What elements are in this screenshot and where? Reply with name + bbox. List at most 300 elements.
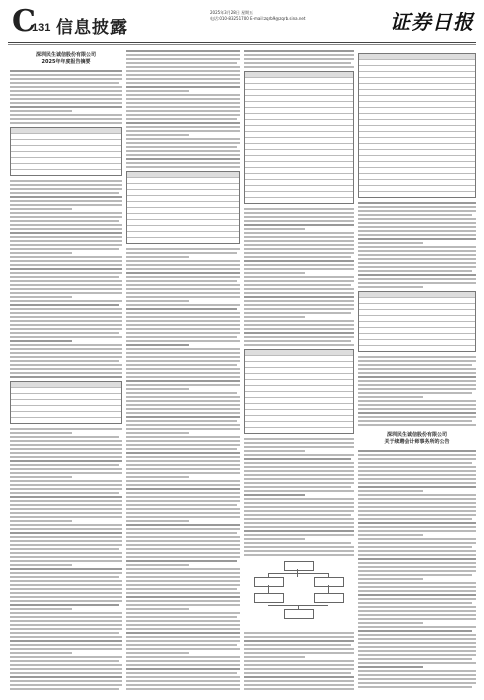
text-line	[10, 324, 122, 326]
text-line	[358, 234, 476, 236]
text-line	[10, 636, 122, 638]
text-line	[244, 232, 354, 234]
text-line	[244, 632, 354, 634]
text-line	[10, 440, 122, 442]
text-line	[126, 360, 240, 362]
text-line	[358, 356, 476, 358]
text-line	[126, 460, 240, 462]
text-line	[126, 548, 240, 550]
text-line	[126, 356, 240, 358]
masthead-rule	[8, 42, 476, 43]
text-line	[126, 608, 189, 610]
text-line	[10, 236, 122, 238]
text-line	[126, 596, 240, 598]
text-line	[126, 388, 189, 390]
text-line	[10, 476, 72, 478]
text-line	[244, 664, 354, 666]
column-2	[126, 50, 240, 690]
text-line	[10, 460, 122, 462]
text-line	[358, 470, 476, 472]
text-line	[244, 300, 354, 302]
text-line	[126, 676, 240, 678]
text-line	[10, 560, 122, 562]
text-line	[10, 276, 119, 278]
text-line	[358, 590, 476, 592]
text-line	[10, 348, 122, 350]
text-line	[244, 292, 354, 294]
text-line	[244, 458, 351, 460]
text-line	[358, 650, 476, 652]
text-line	[10, 244, 122, 246]
text-line	[126, 54, 240, 56]
text-line	[10, 556, 122, 558]
text-line	[10, 344, 122, 346]
text-line	[126, 58, 240, 60]
text-line	[358, 274, 476, 276]
text-line	[244, 550, 354, 552]
text-line	[358, 498, 476, 500]
text-line	[244, 506, 354, 508]
text-line	[358, 388, 476, 390]
text-line	[10, 304, 119, 306]
text-line	[126, 468, 240, 470]
text-line	[126, 130, 240, 132]
text-line	[244, 220, 354, 222]
text-line	[10, 284, 122, 286]
text-line	[358, 578, 423, 580]
data-table	[10, 127, 122, 176]
text-line	[10, 122, 122, 124]
text-line	[358, 250, 476, 252]
text-line	[358, 384, 476, 386]
text-line	[358, 566, 476, 568]
text-line	[358, 214, 472, 216]
text-line	[358, 606, 476, 608]
text-line	[10, 588, 122, 590]
text-line	[10, 288, 122, 290]
text-line	[10, 216, 122, 218]
diagram-connector	[268, 605, 328, 606]
text-line	[126, 448, 237, 450]
text-line	[126, 652, 189, 654]
text-line	[126, 688, 240, 690]
text-line	[358, 514, 476, 516]
announcement-company-2: 深圳民生诚信股份有限公司	[386, 432, 447, 438]
text-line	[244, 538, 305, 540]
text-line	[10, 252, 72, 254]
text-line	[244, 320, 354, 322]
text-line	[10, 86, 122, 88]
text-line	[244, 268, 354, 270]
text-line	[10, 620, 122, 622]
table-row	[359, 346, 475, 351]
text-line	[244, 280, 354, 282]
org-chart-diagram	[244, 559, 354, 629]
text-line	[358, 474, 476, 476]
text-line	[10, 272, 122, 274]
text-line	[244, 438, 354, 440]
text-line	[358, 458, 476, 460]
text-line	[358, 404, 476, 406]
text-line	[10, 376, 122, 378]
text-line	[244, 252, 354, 254]
text-line	[358, 408, 476, 410]
text-line	[10, 110, 72, 112]
text-line	[244, 442, 354, 444]
text-line	[10, 512, 122, 514]
text-line	[126, 612, 240, 614]
data-table	[358, 291, 476, 352]
text-line	[10, 508, 122, 510]
text-line	[358, 230, 476, 232]
text-line	[10, 444, 122, 446]
text-line	[126, 644, 237, 646]
text-line	[244, 546, 354, 548]
text-line	[358, 526, 476, 528]
text-line	[244, 54, 354, 56]
text-line	[126, 640, 240, 642]
text-line	[126, 248, 240, 250]
text-line	[126, 512, 240, 514]
text-line	[244, 672, 351, 674]
text-line	[126, 516, 240, 518]
text-line	[126, 264, 240, 266]
column-body	[126, 50, 240, 690]
text-line	[10, 448, 122, 450]
text-line	[244, 680, 354, 682]
text-line	[126, 452, 240, 454]
text-line	[244, 276, 354, 278]
text-line	[10, 548, 119, 550]
text-line	[244, 660, 354, 662]
diagram-box	[284, 609, 314, 619]
text-line	[126, 292, 240, 294]
text-line	[10, 488, 122, 490]
text-line	[244, 244, 354, 246]
text-line	[10, 332, 119, 334]
text-line	[126, 672, 237, 674]
text-line	[358, 622, 423, 624]
text-line	[358, 266, 476, 268]
text-line	[10, 604, 119, 606]
column-4	[358, 50, 476, 690]
text-line	[10, 628, 122, 630]
text-line	[244, 518, 354, 520]
text-line	[126, 492, 240, 494]
text-line	[10, 356, 122, 358]
text-line	[126, 520, 189, 522]
text-line	[126, 560, 237, 562]
text-line	[358, 502, 476, 504]
text-line	[10, 308, 122, 310]
text-line	[358, 666, 423, 668]
text-line	[244, 502, 354, 504]
text-line	[10, 496, 122, 498]
text-line	[126, 300, 189, 302]
text-line	[126, 110, 240, 112]
masthead-date: 2025年3月28日 星期五	[210, 10, 254, 15]
text-line	[358, 416, 476, 418]
text-line	[358, 678, 476, 680]
text-line	[10, 74, 122, 76]
text-line	[126, 260, 240, 262]
text-line	[10, 106, 122, 108]
text-line	[244, 542, 351, 544]
text-line	[10, 212, 122, 214]
text-line	[126, 660, 240, 662]
text-line	[126, 532, 237, 534]
text-line	[126, 62, 237, 64]
text-line	[126, 540, 240, 542]
text-line	[358, 534, 423, 536]
text-line	[126, 412, 240, 414]
text-line	[244, 272, 305, 274]
text-line	[358, 254, 476, 256]
text-line	[10, 528, 122, 530]
text-line	[10, 632, 119, 634]
text-line	[358, 594, 476, 596]
text-line	[10, 118, 122, 120]
text-line	[244, 526, 354, 528]
text-line	[10, 320, 122, 322]
text-line	[126, 436, 240, 438]
text-line	[358, 674, 476, 676]
text-line	[10, 98, 122, 100]
text-line	[358, 450, 476, 452]
text-line	[126, 272, 240, 274]
text-line	[126, 524, 240, 526]
text-line	[10, 616, 122, 618]
text-line	[244, 462, 354, 464]
newspaper-logo: 证券日报	[390, 10, 474, 34]
text-line	[244, 498, 354, 500]
text-line	[358, 466, 476, 468]
text-line	[126, 312, 240, 314]
text-line	[126, 146, 237, 148]
text-line	[358, 518, 472, 520]
text-line	[244, 454, 354, 456]
text-line	[244, 224, 354, 226]
text-line	[358, 682, 476, 684]
text-line	[126, 600, 240, 602]
text-line	[358, 638, 476, 640]
text-line	[126, 396, 240, 398]
text-line	[10, 360, 119, 362]
data-table	[10, 381, 122, 424]
text-line	[10, 432, 72, 434]
text-line	[126, 384, 240, 386]
text-line	[244, 212, 354, 214]
text-line	[244, 228, 305, 230]
text-line	[358, 376, 476, 378]
data-table	[244, 349, 354, 434]
text-line	[244, 478, 354, 480]
text-line	[10, 468, 122, 470]
text-line	[10, 336, 122, 338]
text-line	[244, 486, 351, 488]
text-line	[126, 268, 240, 270]
text-line	[10, 640, 122, 642]
text-line	[244, 514, 351, 516]
text-line	[358, 242, 423, 244]
text-line	[358, 494, 476, 496]
text-line	[358, 282, 476, 284]
text-line	[126, 648, 240, 650]
text-line	[10, 592, 122, 594]
text-line	[126, 632, 240, 634]
text-line	[244, 316, 305, 318]
text-line	[126, 508, 240, 510]
text-line	[10, 300, 122, 302]
text-line	[126, 142, 240, 144]
text-line	[126, 122, 240, 124]
diagram-box	[314, 593, 344, 603]
text-line	[126, 504, 237, 506]
text-line	[126, 106, 240, 108]
text-line	[358, 368, 476, 370]
text-line	[10, 248, 119, 250]
text-line	[244, 648, 354, 650]
text-line	[358, 582, 476, 584]
text-line	[358, 454, 476, 456]
text-line	[244, 240, 354, 242]
text-line	[126, 70, 240, 72]
text-line	[244, 530, 354, 532]
diagram-connector	[328, 585, 329, 593]
text-line	[126, 620, 240, 622]
text-line	[358, 686, 472, 688]
text-line	[10, 504, 122, 506]
text-line	[358, 462, 472, 464]
text-line	[126, 74, 240, 76]
text-line	[126, 308, 237, 310]
text-line	[10, 224, 122, 226]
text-line	[10, 480, 122, 482]
text-line	[358, 626, 476, 628]
text-line	[10, 114, 122, 116]
text-line	[10, 260, 122, 262]
text-line	[126, 82, 240, 84]
text-line	[358, 550, 476, 552]
text-line	[244, 450, 305, 452]
text-line	[126, 380, 240, 382]
text-line	[10, 220, 119, 222]
text-line	[244, 490, 354, 492]
text-line	[10, 340, 72, 342]
text-line	[10, 484, 122, 486]
text-line	[244, 684, 354, 686]
text-line	[126, 134, 189, 136]
table-row	[11, 418, 121, 423]
text-line	[126, 102, 240, 104]
text-line	[358, 392, 472, 394]
text-line	[126, 580, 240, 582]
text-line	[126, 280, 237, 282]
text-line	[126, 472, 240, 474]
text-line	[244, 284, 351, 286]
text-line	[358, 522, 476, 524]
text-line	[10, 644, 122, 646]
text-line	[10, 188, 122, 190]
text-line	[126, 154, 240, 156]
text-line	[358, 226, 476, 228]
text-line	[126, 536, 240, 538]
text-line	[10, 232, 122, 234]
text-line	[10, 580, 122, 582]
text-line	[358, 286, 423, 288]
section-title: 信息披露	[56, 18, 128, 38]
text-line	[244, 208, 354, 210]
text-line	[358, 490, 423, 492]
text-line	[358, 618, 476, 620]
text-line	[10, 428, 122, 430]
text-line	[126, 572, 240, 574]
text-line	[126, 456, 240, 458]
text-line	[358, 360, 476, 362]
text-line	[358, 670, 476, 672]
text-line	[126, 252, 237, 254]
text-line	[10, 552, 122, 554]
text-line	[126, 432, 189, 434]
text-line	[244, 688, 354, 690]
text-line	[126, 50, 240, 52]
text-line	[126, 372, 240, 374]
text-line	[244, 554, 354, 556]
text-line	[244, 264, 354, 266]
text-line	[358, 222, 476, 224]
text-line	[126, 624, 240, 626]
text-line	[244, 446, 354, 448]
text-line	[358, 270, 472, 272]
text-line	[244, 324, 354, 326]
masthead-letter: C	[12, 4, 36, 39]
text-line	[358, 662, 476, 664]
text-line	[126, 296, 240, 298]
text-line	[10, 664, 122, 666]
text-line	[10, 368, 122, 370]
text-line	[126, 166, 240, 168]
text-line	[126, 428, 240, 430]
text-line	[126, 684, 240, 686]
table-row	[245, 198, 353, 203]
text-line	[10, 624, 122, 626]
column-body	[10, 70, 122, 690]
text-line	[126, 664, 240, 666]
text-line	[126, 528, 240, 530]
text-line	[10, 516, 122, 518]
text-line	[358, 570, 476, 572]
diagram-box	[254, 593, 284, 603]
text-line	[10, 600, 122, 602]
text-line	[358, 602, 472, 604]
text-line	[126, 628, 240, 630]
announcement-header-2	[358, 432, 476, 446]
announcement-company: 深圳民生诚信股份有限公司	[35, 52, 96, 58]
text-line	[358, 614, 476, 616]
text-line	[10, 102, 122, 104]
text-line	[244, 640, 354, 642]
text-line	[126, 576, 240, 578]
text-line	[244, 328, 354, 330]
text-line	[244, 236, 354, 238]
text-line	[10, 280, 122, 282]
text-line	[358, 542, 476, 544]
text-line	[10, 452, 122, 454]
text-line	[10, 316, 122, 318]
text-line	[10, 672, 122, 674]
text-line	[10, 328, 122, 330]
text-line	[10, 612, 122, 614]
